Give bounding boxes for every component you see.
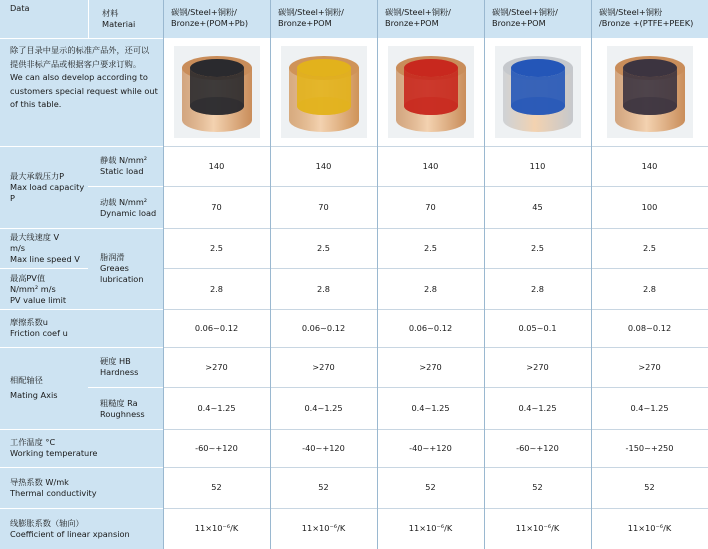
roughness-value: 0.4~1.25	[411, 403, 450, 413]
temp-value-cell	[377, 429, 484, 467]
material-text-line: /Bronze +(PTFE+PEEK)	[599, 18, 694, 28]
hardness-value-cell	[377, 347, 484, 387]
temp-label-cell	[0, 429, 163, 467]
thermal-value: 52	[644, 482, 655, 492]
dynamic-value: 70	[318, 202, 329, 212]
note-en-line2: customers special request while out	[10, 85, 158, 96]
material-header-2	[270, 0, 377, 38]
speed-value-cell	[270, 228, 377, 268]
speed-value-cell	[591, 228, 708, 268]
pv-value-cell	[484, 269, 591, 309]
pv-cn: 最高PV值	[10, 272, 46, 283]
speed-value-cell	[377, 228, 484, 268]
temp-value: -40~+120	[409, 442, 452, 453]
column-divider	[484, 0, 485, 549]
expansion-value: 11×10⁻⁶/K	[515, 523, 560, 533]
grease-en2: lubrication	[100, 274, 144, 284]
static-value-cell	[270, 146, 377, 186]
friction-value: 0.06~0.12	[301, 322, 346, 333]
speed-value: 2.5	[316, 242, 331, 253]
roughness-value: 0.4~1.25	[518, 403, 557, 413]
hardness-value: >270	[638, 361, 661, 372]
pv-value: 2.8	[642, 283, 657, 294]
temp-value: -150~+250	[625, 442, 674, 453]
dynamic-value-cell	[591, 187, 708, 228]
expansion-value: 11×10⁻⁶/K	[408, 523, 453, 533]
material-label-en: Materiai	[102, 19, 136, 29]
hardness-label-cell	[88, 347, 163, 387]
row-divider	[163, 146, 708, 147]
row-divider	[163, 186, 708, 187]
speed-value: 2.5	[530, 242, 545, 253]
pv-value-cell	[377, 269, 484, 309]
expansion-value: 11×10⁻⁶/K	[627, 523, 672, 533]
friction-label-cell	[0, 309, 163, 347]
column-divider	[377, 0, 378, 549]
dynamic-en: Dynamic load	[100, 207, 157, 218]
product-image-cell-2	[270, 38, 377, 146]
static-value: 140	[422, 160, 439, 171]
material-text-line: Bronze+POM	[278, 18, 332, 28]
pv-value-cell	[270, 269, 377, 309]
hardness-value-cell	[591, 347, 708, 387]
friction-value-cell	[270, 309, 377, 347]
material-text-line: 碳钢/Steel+铜粉/	[385, 7, 451, 17]
material-label-cn: 材料	[102, 8, 119, 18]
row-divider	[163, 508, 708, 509]
material-header-3	[377, 0, 484, 38]
expansion-label-cell	[0, 508, 163, 549]
temp-cn: 工作温度 °C	[10, 437, 56, 447]
column-divider	[270, 0, 271, 549]
temp-value-cell	[163, 429, 270, 467]
friction-value-cell	[163, 309, 270, 347]
bushing-yellow-liner-icon	[281, 46, 367, 138]
dynamic-label-cell	[88, 187, 163, 228]
material-header-1	[163, 0, 270, 38]
row-divider	[163, 228, 708, 229]
thermal-value-cell	[591, 467, 708, 508]
roughness-value-cell	[163, 388, 270, 429]
expansion-value-cell	[484, 508, 591, 549]
pv-value: 2.8	[209, 283, 224, 294]
pv-label-cell	[0, 269, 88, 309]
pv-en2: PV value limit	[10, 294, 67, 305]
speed-value-cell	[484, 228, 591, 268]
expansion-value-cell	[270, 508, 377, 549]
static-value-cell	[591, 146, 708, 186]
dynamic-value-cell	[163, 187, 270, 228]
speed-value: 2.5	[423, 242, 438, 253]
thermal-cn: 导热系数 W/mk	[10, 476, 69, 487]
thermal-value-cell	[377, 467, 484, 508]
friction-value: 0.06~0.12	[408, 322, 453, 333]
roughness-value-cell	[591, 388, 708, 429]
friction-cn: 摩擦系数u	[10, 317, 48, 327]
static-value-cell	[377, 146, 484, 186]
speed-label-cell	[0, 228, 88, 268]
dynamic-value-cell	[484, 187, 591, 228]
material-text-line: 碳钢/Steel+铜粉/	[171, 7, 237, 17]
thermal-value-cell	[163, 467, 270, 508]
speed-cn: 最大线速度 V	[10, 231, 60, 242]
expansion-en: Coefficient of linear xpansion	[10, 528, 130, 539]
material-header-cell	[88, 0, 163, 38]
hardness-cn: 硬度 HB	[100, 356, 131, 366]
row-divider	[163, 38, 708, 39]
static-value: 110	[529, 160, 546, 171]
static-value: 140	[208, 160, 225, 171]
thermal-value: 52	[532, 482, 543, 492]
axis-en: Mating Axis	[10, 390, 58, 400]
static-cn: 静载 N/mm²	[100, 155, 148, 165]
row-divider	[163, 387, 708, 388]
speed-en2: Max line speed V	[10, 253, 80, 264]
row-divider	[163, 429, 708, 430]
grease-label-cell	[88, 228, 163, 309]
note-en-line1: We can also develop according to	[10, 72, 148, 82]
axis-cn: 相配轴径	[10, 375, 43, 385]
material-header-4	[484, 0, 591, 38]
row-divider	[163, 467, 708, 468]
temp-value: -60~+120	[195, 442, 238, 453]
data-header-cell	[0, 0, 88, 38]
hardness-value: >270	[312, 361, 335, 372]
maxload-label-cell	[0, 146, 88, 228]
dynamic-value-cell	[377, 187, 484, 228]
static-value: 140	[315, 160, 332, 171]
column-divider	[591, 0, 592, 549]
expansion-value-cell	[377, 508, 484, 549]
note-en-line3: of this table.	[10, 99, 62, 109]
maxload-en1: Max load capacity	[10, 181, 85, 192]
temp-value: -60~+120	[516, 442, 559, 453]
speed-en1: m/s	[10, 242, 25, 253]
pv-value-cell	[163, 269, 270, 309]
note-cn-line2: 提供非标产品或根据客户要求订购。	[10, 58, 142, 69]
pv-value: 2.8	[316, 283, 331, 294]
temp-value-cell	[270, 429, 377, 467]
label-column-divider	[163, 0, 164, 549]
friction-value: 0.06~0.12	[194, 322, 239, 333]
expansion-value: 11×10⁻⁶/K	[301, 523, 346, 533]
dynamic-value: 70	[211, 202, 222, 212]
static-en: Static load	[100, 166, 144, 176]
roughness-cn: 粗糙度 Ra	[100, 397, 138, 408]
dynamic-value-cell	[270, 187, 377, 228]
dynamic-cn: 动载 N/mm²	[100, 196, 148, 207]
grease-cn: 脂润滑	[100, 252, 125, 262]
axis-label-cell	[0, 347, 88, 429]
bushing-red-liner-icon	[388, 46, 474, 138]
hardness-value-cell	[270, 347, 377, 387]
maxload-cn: 最大承载压力P	[10, 170, 65, 181]
speed-value-cell	[163, 228, 270, 268]
expansion-value-cell	[591, 508, 708, 549]
roughness-value-cell	[377, 388, 484, 429]
roughness-value: 0.4~1.25	[304, 403, 343, 413]
roughness-value-cell	[270, 388, 377, 429]
product-image-cell-1	[163, 38, 270, 146]
friction-en: Friction coef u	[10, 328, 68, 338]
dynamic-value: 45	[532, 202, 543, 212]
expansion-cn: 线膨胀系数（轴向）	[10, 517, 84, 528]
roughness-en: Roughness	[100, 408, 145, 419]
pv-value: 2.8	[530, 283, 545, 294]
temp-value-cell	[484, 429, 591, 467]
roughness-label-cell	[88, 388, 163, 429]
expansion-value-cell	[163, 508, 270, 549]
static-label-cell	[88, 146, 163, 186]
thermal-en: Thermal conductivity	[10, 487, 97, 498]
material-text-line: Bronze+(POM+Pb)	[171, 18, 249, 28]
data-label: Data	[10, 3, 30, 13]
friction-value-cell	[591, 309, 708, 347]
hardness-value-cell	[163, 347, 270, 387]
thermal-label-cell	[0, 467, 163, 508]
static-value-cell	[163, 146, 270, 186]
expansion-value: 11×10⁻⁶/K	[194, 523, 239, 533]
material-header-5	[591, 0, 708, 38]
roughness-value: 0.4~1.25	[197, 403, 236, 413]
friction-value: 0.05~0.1	[518, 322, 557, 333]
product-image-cell-3	[377, 38, 484, 146]
row-divider	[163, 268, 708, 269]
bushing-black-liner-icon	[174, 46, 260, 138]
roughness-value-cell	[484, 388, 591, 429]
row-divider	[163, 347, 708, 348]
maxload-en2: P	[10, 192, 15, 203]
dynamic-value: 70	[425, 202, 436, 212]
friction-value: 0.08~0.12	[627, 322, 672, 333]
speed-value: 2.5	[642, 242, 657, 253]
pv-value: 2.8	[423, 283, 438, 294]
thermal-value-cell	[270, 467, 377, 508]
temp-value-cell	[591, 429, 708, 467]
hardness-value: >270	[205, 361, 228, 372]
bushing-blue-liner-icon	[495, 46, 581, 138]
hardness-value-cell	[484, 347, 591, 387]
static-value: 140	[641, 160, 658, 171]
static-value-cell	[484, 146, 591, 186]
roughness-value: 0.4~1.25	[630, 403, 669, 413]
bushing-dark-liner-icon	[607, 46, 693, 138]
hardness-value: >270	[526, 361, 549, 372]
product-image-cell-5	[591, 38, 708, 146]
thermal-value: 52	[318, 482, 329, 492]
material-text-line: 碳钢/Steel+铜粉/	[492, 7, 558, 17]
pv-value-cell	[591, 269, 708, 309]
thermal-value-cell	[484, 467, 591, 508]
material-text-line: Bronze+POM	[492, 18, 546, 28]
temp-value: -40~+120	[302, 442, 345, 453]
note-cn-line1: 除了目录中显示的标准产品外，还可以	[10, 45, 150, 55]
temp-en: Working temperature	[10, 448, 98, 458]
speed-value: 2.5	[209, 242, 224, 253]
pv-en1: N/mm² m/s	[10, 283, 56, 294]
friction-value-cell	[484, 309, 591, 347]
material-text-line: 碳钢/Steel+铜粉/	[278, 7, 344, 17]
friction-value-cell	[377, 309, 484, 347]
note-cell	[0, 38, 163, 146]
thermal-value: 52	[211, 482, 222, 492]
material-text-line: 碳钢/Steel+铜粉	[599, 7, 663, 17]
product-image-cell-4	[484, 38, 591, 146]
material-text-line: Bronze+POM	[385, 18, 439, 28]
grease-en1: Greaes	[100, 263, 129, 273]
hardness-value: >270	[419, 361, 442, 372]
dynamic-value: 100	[641, 202, 658, 212]
row-divider	[163, 309, 708, 310]
thermal-value: 52	[425, 482, 436, 492]
hardness-en: Hardness	[100, 367, 139, 377]
